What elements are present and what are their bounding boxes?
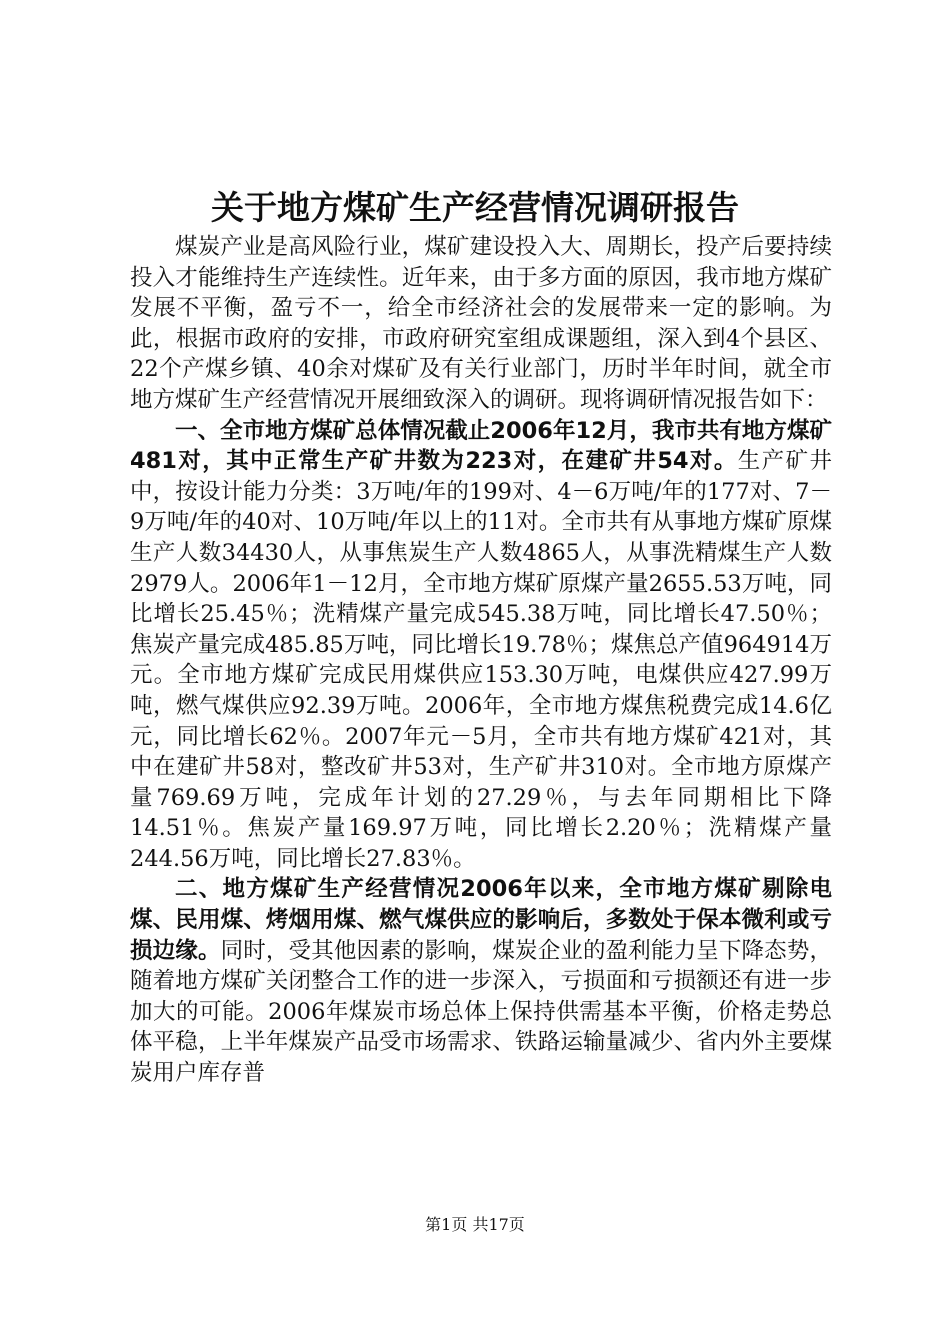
paragraph-intro xyxy=(130,232,832,416)
section-2-heading: 二、地方煤矿生产经营情况2006年以来，全市地方煤矿剔除电煤、民用煤、烤烟用煤、燃气煤供应的影响后，多数处于保本微利或亏损边缘。 xyxy=(130,876,832,964)
paragraph-section-2 xyxy=(130,874,832,1088)
document-body xyxy=(130,232,832,1089)
page-number-footer: 第1页 共17页 xyxy=(425,1215,525,1234)
paragraph-section-1 xyxy=(130,416,832,875)
paragraph-text: 同时，受其他因素的影响，煤炭企业的盈利能力呈下降态势，随着地方煤矿关闭整合工作的进一步深入，亏损面和亏损额还有进一步加大的可能。2006年煤炭市场总体上保持供需基本平衡，价格走势总体平稳，上半年煤炭产品受市场需求、铁路运输量减少、省内外主要煤炭用户库存普 xyxy=(130,937,832,1087)
section-1-heading: 一、全市地方煤矿总体情况截止2006年12月，我市共有地方煤矿481对，其中正常生产矿井数为223对，在建矿井54对。 xyxy=(130,417,832,475)
document-title: 关于地方煤矿生产经营情况调研报告 xyxy=(211,188,739,227)
paragraph-text: 煤炭产业是高风险行业，煤矿建设投入大、周期长，投产后要持续投入才能维持生产连续性。近年来，由于多方面的原因，我市地方煤矿发展不平衡，盈亏不一，给全市经济社会的发展带来一定的影响。为此，根据市政府的安排，市政府研究室组成课题组，深入到4个县区、22个产煤乡镇、40余对煤矿及有关行业部门，历时半年时间，就全市地方煤矿生产经营情况开展细致深入的调研。现将调研情况报告如下： xyxy=(130,234,832,413)
paragraph-text: 生产矿井中，按设计能力分类：3万吨/年的199对、4－6万吨/年的177对、7－9万吨/年的40对、10万吨/年以上的11对。全市共有从事地方煤矿原煤生产人数34430人，从事焦炭生产人数4865人，从事洗精煤生产人数2979人。2006年1－12月，全市地方煤矿原煤产量2655.53万吨，同比增长25.45％；洗精煤产量完成545.38万吨，同比增长47.50％；焦炭产量完成485.85万吨，同比增长19.78％；煤焦总产值964914万元。全市地方煤矿完成民用煤供应153.30万吨，电煤供应427.99万吨，燃气煤供应92.39万吨。2006年，全市地方煤焦税费完成14.6亿元，同比增长62％。2007年元－5月，全市共有地方煤矿421对，其中在建矿井58对，整改矿井53对，生产矿井310对。全市地方原煤产量769.69万吨，完成年计划的27.29％，与去年同期相比下降14.51％。焦炭产量169.97万吨，同比增长2.20％；洗精煤产量244.56万吨，同比增长27.83％。 xyxy=(130,448,832,872)
